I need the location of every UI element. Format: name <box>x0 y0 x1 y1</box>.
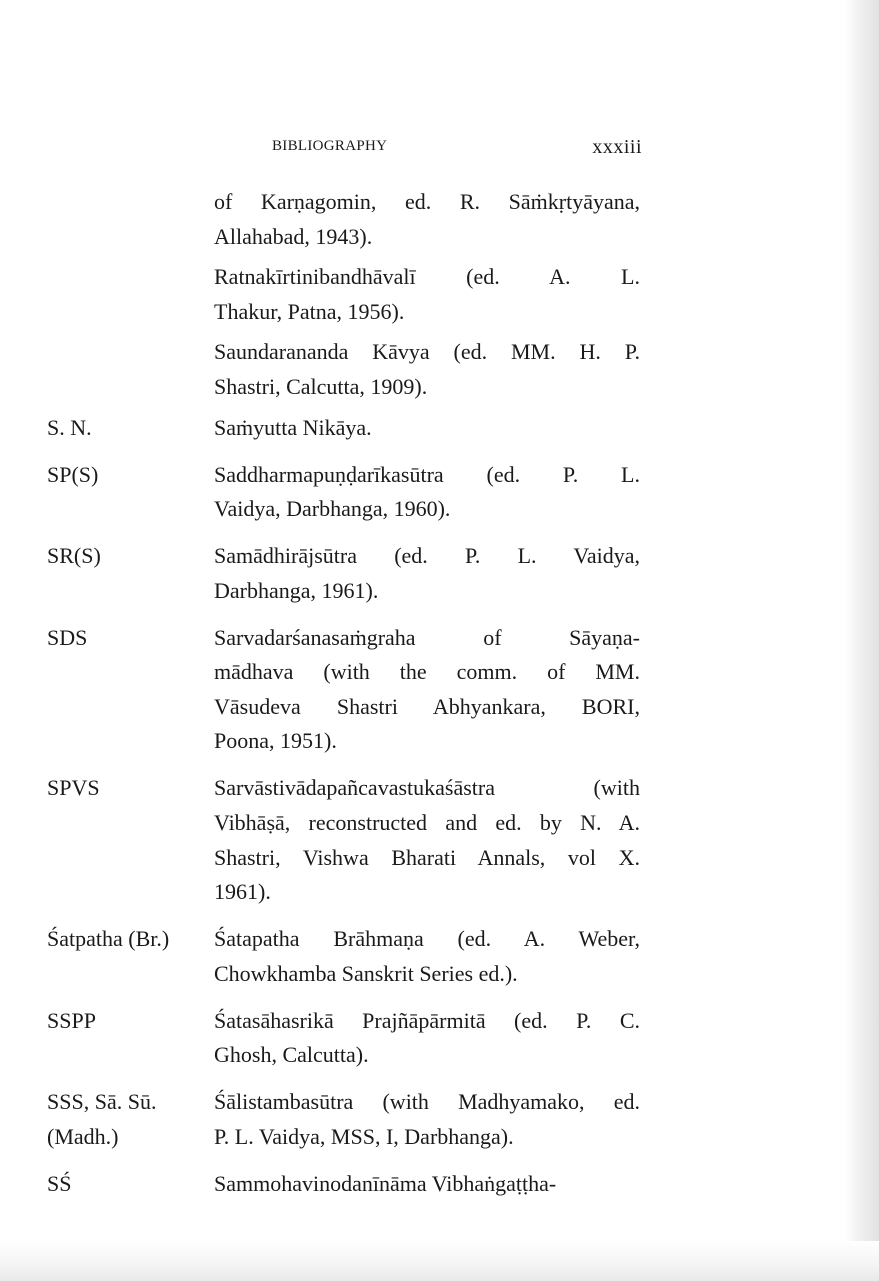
description-line: Śatapatha Brāhmaṇa (ed. A. Weber, <box>214 926 640 952</box>
description-line: 1961). <box>214 879 271 905</box>
description-line: Thakur, Patna, 1956). <box>214 298 405 324</box>
description-line: Śālistambasūtra (with Madhyamako, ed. <box>214 1089 640 1115</box>
page-bottom-shadow <box>0 1241 879 1281</box>
bibliography-entry <box>0 411 879 446</box>
description-line: Poona, 1951). <box>214 728 337 754</box>
description-line: Ghosh, Calcutta). <box>214 1042 369 1068</box>
running-head <box>272 136 642 160</box>
bibliography-entry <box>0 1004 879 1073</box>
entry-abbreviation <box>47 1085 217 1154</box>
entry-description <box>214 335 640 404</box>
abbreviation-line: Śatpatha (Br.) <box>47 926 170 952</box>
bibliography-entry <box>0 185 879 254</box>
entry-description <box>214 539 640 608</box>
bibliography-entry <box>0 922 879 991</box>
abbreviation-line: SR(S) <box>47 543 101 569</box>
description-line: Chowkhamba Sanskrit Series ed.). <box>214 960 518 986</box>
description-line: Sarvāstivādapañcavastukaśāstra (with <box>214 775 640 801</box>
entry-abbreviation <box>47 621 217 656</box>
bibliography-entry <box>0 1085 879 1154</box>
abbreviation-line: SDS <box>47 624 88 650</box>
entry-abbreviation <box>47 539 217 574</box>
description-line: Vāsudeva Shastri Abhyankara, BORI, <box>214 693 640 719</box>
entry-description <box>214 260 640 329</box>
description-line: Śatasāhasrikā Prajñāpārmitā (ed. P. C. <box>214 1007 640 1033</box>
entry-description <box>214 1085 640 1154</box>
entry-abbreviation <box>47 411 217 446</box>
entry-description <box>214 621 640 759</box>
description-line: Shastri, Vishwa Bharati Annals, vol X. <box>214 844 640 870</box>
abbreviation-line: SŚ <box>47 1170 72 1196</box>
description-line: mādhava (with the comm. of MM. <box>214 659 640 685</box>
entry-description <box>214 771 640 909</box>
entry-abbreviation <box>47 458 217 493</box>
abbreviation-line: SPVS <box>47 775 100 801</box>
description-line: of Karṇagomin, ed. R. Sāṁkṛtyāyana, <box>214 189 640 214</box>
description-line: Samādhirājsūtra (ed. P. L. Vaidya, <box>214 543 640 569</box>
entry-description <box>214 411 640 446</box>
entry-description <box>214 458 640 527</box>
description-line: Darbhanga, 1961). <box>214 577 379 603</box>
bibliography-entry <box>0 458 879 527</box>
bibliography-list <box>0 185 879 1205</box>
bibliography-entry <box>0 335 879 404</box>
description-line: Saddharmapuṇḍarīkasūtra (ed. P. L. <box>214 461 640 487</box>
description-line: Saundarananda Kāvya (ed. MM. H. P. <box>214 339 640 365</box>
bibliography-entry <box>0 771 879 909</box>
bibliography-entry <box>0 539 879 608</box>
bibliography-entry <box>0 1167 879 1202</box>
description-line: Saṁyutta Nikāya. <box>214 414 372 440</box>
description-line: Sammohavinodanīnāma Vibhaṅgaṭṭha- <box>214 1170 557 1196</box>
description-line: Ratnakīrtinibandhāvalī (ed. A. L. <box>214 264 640 290</box>
description-line: Sarvadarśanasaṁgraha of Sāyaṇa- <box>214 624 640 650</box>
abbreviation-line: S. N. <box>47 414 92 440</box>
description-line: Allahabad, 1943). <box>214 223 373 249</box>
description-line: Vaidya, Darbhanga, 1960). <box>214 496 451 522</box>
bibliography-entry <box>0 260 879 329</box>
abbreviation-line: SP(S) <box>47 461 99 487</box>
entry-abbreviation <box>47 922 217 957</box>
description-line: Vibhāṣā, reconstructed and ed. by N. A. <box>214 810 640 836</box>
page-number: xxxiii <box>592 136 642 158</box>
running-title: BIBLIOGRAPHY <box>272 138 388 154</box>
abbreviation-line: SSS, Sā. Sū. <box>47 1089 157 1115</box>
entry-description <box>214 185 640 254</box>
abbreviation-line: SSPP <box>47 1007 96 1033</box>
bibliography-entry <box>0 621 879 759</box>
entry-description <box>214 1167 640 1202</box>
description-line: Shastri, Calcutta, 1909). <box>214 373 428 399</box>
entry-abbreviation <box>47 1167 217 1202</box>
entry-abbreviation <box>47 771 217 806</box>
description-line: P. L. Vaidya, MSS, I, Darbhanga). <box>214 1123 514 1149</box>
entry-description <box>214 1004 640 1073</box>
entry-description <box>214 922 640 991</box>
entry-abbreviation <box>47 1004 217 1039</box>
abbreviation-line: (Madh.) <box>47 1123 119 1149</box>
